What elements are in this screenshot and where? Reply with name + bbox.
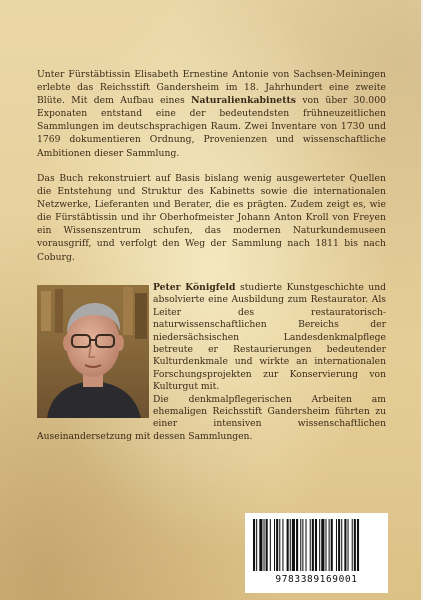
description-paragraph-1 xyxy=(37,68,386,160)
barcode-bar xyxy=(270,519,271,571)
description-paragraph-2: Das Buch rekonstruiert auf Basis bislang wenig ausgewerteter Quellen die Entstehung und Struktur des Kabinetts sowie die internationalen Netzwerke, Lieferanten und Berater, die es prägten. Zudem zeigt es, wie die Fürstäbtissin und ihr Oberhofmeister Johann Anton Kroll von Freyen ein Wissenszentrum schufen, das modernen Naturkundemuseen vorausgriff, und verfolgt den Weg der Sammlung nach 1811 bis nach Coburg. xyxy=(37,173,386,263)
barcode-bar xyxy=(296,519,298,571)
barcode-bar xyxy=(274,519,275,571)
barcode-bar xyxy=(290,519,291,571)
barcode-bar xyxy=(336,519,337,571)
barcode-bar xyxy=(287,519,289,571)
barcode-bar xyxy=(279,519,280,571)
isbn-barcode xyxy=(245,513,388,593)
barcode-bar xyxy=(312,519,314,571)
author-bio xyxy=(37,282,386,443)
paragraph-1-end: von über 30.000 Exponaten entstand eine der bedeutendsten frühneuzeitlichen Sammlungen im deutschsprachigen Raum. Zwei Inventare von 1730 und 1769 dokumentieren Ordnung, Provenienzen und wissenschaftliche Ambitionen dieser Sammlung. xyxy=(37,95,386,159)
barcode-bar xyxy=(310,519,311,571)
barcode-bar xyxy=(321,519,324,571)
author-name: Peter Königfeld xyxy=(153,282,236,293)
barcode-bar xyxy=(352,519,353,571)
barcode-bar xyxy=(325,519,326,571)
barcode-bar xyxy=(264,519,265,571)
keyword-naturalienkabinett: Naturalienkabinetts xyxy=(191,95,297,107)
barcode-bar xyxy=(319,519,320,571)
barcode-bars xyxy=(245,513,388,575)
barcode-bar xyxy=(341,519,342,571)
author-bio-text: studierte Kunstgeschichte und absolvierte eine Ausbildung zum Restaurator. Als Leiter des restauratorisch-naturwissenschaftlichen Bereichs der niedersächsischen Landesdenkmalpflege betreute er Restaurierungen bedeutender Kulturdenkmale und wirkte an internationalen Forschungsprojekten zur Konservierung von Kulturgut mit. xyxy=(153,282,386,393)
barcode-bar xyxy=(276,519,278,571)
paragraph-1-start: Unter Fürstäbtissin Elisabeth Ernestine Antonie von Sachsen-Meiningen erlebte das Reichsstift Gandersheim im 18. Jahrhundert eine zweite Blüte. Mit dem Aufbau eines xyxy=(37,69,386,107)
author-bio-text-2: Die denkmalpflegerischen Arbeiten am ehemaligen Reichsstift Gandersheim führten zu einer intensiven wissenschaftlichen Auseinandersetzung mit dessen Sammlungen. xyxy=(37,393,386,442)
barcode-bar xyxy=(300,519,301,571)
barcode-bar xyxy=(344,519,346,571)
barcode-bar xyxy=(329,519,330,571)
barcode-bar xyxy=(253,519,255,571)
barcode-bar xyxy=(256,519,257,571)
barcode-bar xyxy=(357,519,359,571)
barcode-bar xyxy=(354,519,356,571)
barcode-bar xyxy=(348,519,349,571)
barcode-bar xyxy=(338,519,340,571)
barcode-bar xyxy=(302,519,303,571)
barcode-bar xyxy=(306,519,307,571)
barcode-bar xyxy=(266,519,268,571)
barcode-bar xyxy=(315,519,317,571)
barcode-bar xyxy=(331,519,333,571)
isbn-number: 9783389169001 xyxy=(275,574,358,585)
barcode-bar xyxy=(259,519,262,571)
barcode-bar xyxy=(282,519,283,571)
barcode-bar xyxy=(292,519,295,571)
